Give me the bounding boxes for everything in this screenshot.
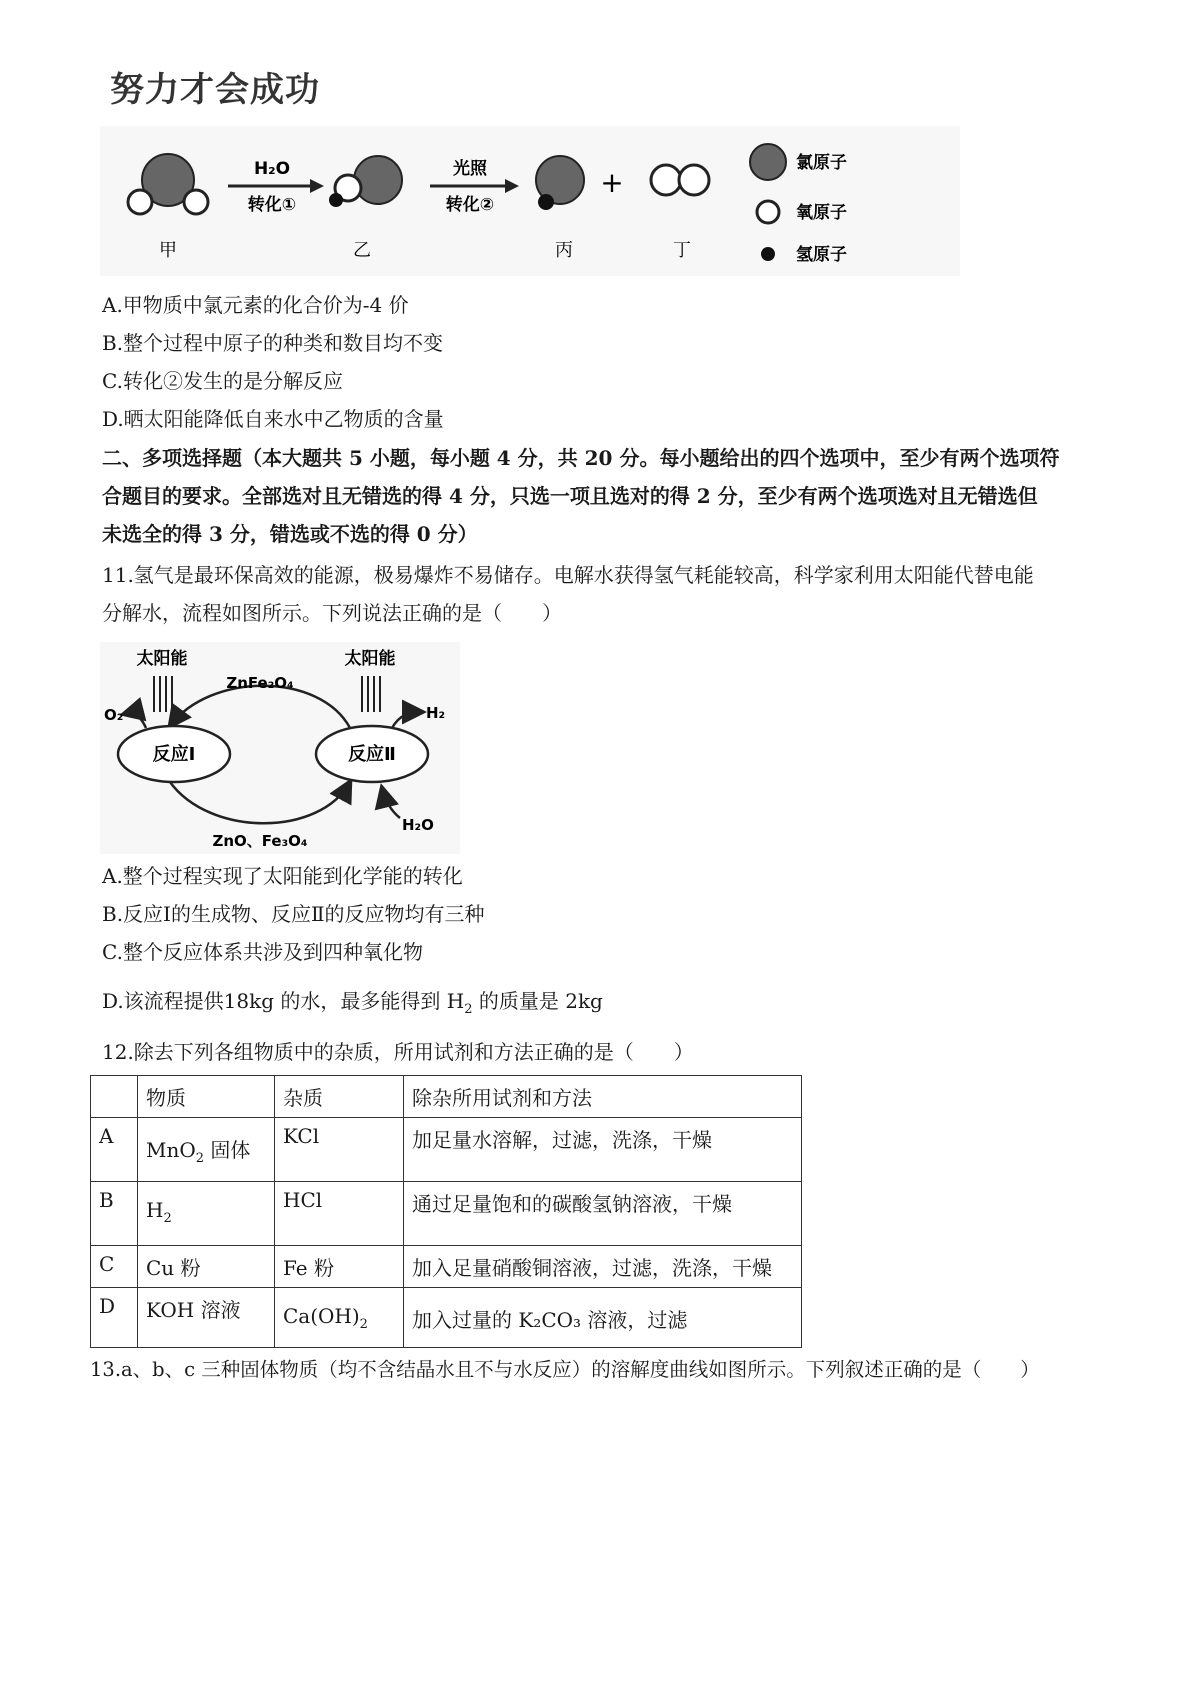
substance-text: MnO: [146, 1138, 196, 1162]
row-substance: KOH 溶液: [138, 1288, 275, 1348]
plus-sign: +: [600, 166, 624, 199]
substance-sub: 2: [163, 1211, 172, 1226]
o2-label: O₂: [104, 706, 124, 724]
solar-right-label: 太阳能: [344, 649, 396, 669]
row-substance: Cu 粉: [138, 1246, 275, 1288]
section2-line-2: 合题目的要求。全部选对且无错选的得 4 分，只选一项且选对的得 2 分，至少有两个选项选对且无错选但: [102, 484, 1038, 508]
row-method: 加足量水溶解，过滤，洗涤，干燥: [404, 1118, 802, 1182]
row-method: 加入足量硝酸铜溶液，过滤，洗涤，干燥: [404, 1246, 802, 1288]
q11-option-b: B.反应Ⅰ的生成物、反应Ⅱ的反应物均有三种: [102, 902, 485, 926]
zno-fe3o4-label: ZnO、Fe₃O₄: [212, 832, 308, 850]
q11-stem-line-2: 分解水，流程如图所示。下列说法正确的是（ ）: [102, 601, 562, 625]
label-ding: 丁: [673, 240, 691, 261]
arrow-1-top: H₂O: [253, 159, 291, 179]
q11-stem-line-1: 11.氢气是最环保高效的能源，极易爆炸不易储存。电解水获得氢气耗能较高，科学家利用太阳能代替电能: [102, 563, 1034, 587]
row-label: A: [91, 1118, 138, 1182]
table-row: [91, 1182, 802, 1246]
table-header-cell: 除杂所用试剂和方法: [404, 1076, 802, 1118]
table-row: [91, 1118, 802, 1182]
znfe2o4-label: ZnFe₂O₄: [226, 674, 294, 692]
legend-chlorine-swatch: [750, 144, 786, 180]
table-header-cell: 物质: [138, 1076, 275, 1118]
q11-option-a: A.整个过程实现了太阳能到化学能的转化: [102, 864, 463, 888]
page-title: 努力才会成功: [110, 70, 320, 110]
h2o-label: H₂O: [402, 816, 434, 834]
row-impurity: [275, 1288, 404, 1348]
row-label: C: [91, 1246, 138, 1288]
q10-option-a: A.甲物质中氯元素的化合价为-4 价: [102, 293, 409, 317]
substance-sub: 2: [195, 1151, 205, 1166]
q11-option-d: [102, 989, 603, 1022]
row-label: B: [91, 1182, 138, 1246]
reaction-2-label: 反应Ⅱ: [348, 744, 396, 765]
molecule-conversion-figure: [100, 126, 960, 276]
legend-hydrogen: 氢原子: [796, 245, 847, 265]
method-text: 加入过量的 K₂CO₃ 溶液，过滤: [412, 1308, 688, 1332]
arrow-2-bottom: 转化②: [445, 195, 495, 215]
q13-stem: 13.a、b、c 三种固体物质（均不含结晶水且不与水反应）的溶解度曲线如图所示。下列叙述正确的是（ ）: [90, 1358, 1040, 1381]
q10-option-b: B.整个过程中原子的种类和数目均不变: [102, 331, 444, 355]
arrow-2-top: 光照: [453, 159, 487, 179]
q11-option-d-sub: 2: [464, 1002, 473, 1017]
section2-line-3: 未选全的得 3 分，错选或不选的得 0 分）: [102, 522, 478, 546]
impurity-sub: 2: [359, 1317, 368, 1332]
table-header-cell: [91, 1076, 138, 1118]
h2-label: H₂: [426, 704, 446, 722]
substance-text: H: [146, 1198, 164, 1222]
arrow-1-bottom: 转化①: [247, 195, 297, 215]
legend-oxygen-swatch: [757, 201, 779, 223]
table-row: [91, 1246, 802, 1288]
row-substance: [138, 1182, 275, 1246]
label-bing: 丙: [555, 240, 573, 261]
q12-stem: 12.除去下列各组物质中的杂质，所用试剂和方法正确的是（ ）: [102, 1040, 694, 1064]
impurity-text: Ca(OH): [283, 1304, 360, 1328]
row-impurity: KCl: [275, 1118, 404, 1182]
substance-post: 固体: [204, 1138, 251, 1162]
row-label: D: [91, 1288, 138, 1348]
q10-option-d: D.晒太阳能降低自来水中乙物质的含量: [102, 407, 444, 431]
q11-option-c: C.整个反应体系共涉及到四种氧化物: [102, 940, 423, 964]
row-substance: [138, 1118, 275, 1182]
row-impurity: Fe 粉: [275, 1246, 404, 1288]
label-yi: 乙: [353, 240, 371, 261]
legend-oxygen: 氧原子: [796, 203, 847, 223]
q10-option-c: C.转化②发生的是分解反应: [102, 369, 343, 393]
row-method: [404, 1288, 802, 1348]
legend-chlorine: 氯原子: [796, 153, 847, 173]
row-method: 通过足量饱和的碳酸氢钠溶液，干燥: [404, 1182, 802, 1246]
solar-left-label: 太阳能: [136, 649, 188, 669]
table-header-row: [91, 1076, 802, 1118]
table-row: [91, 1288, 802, 1348]
section2-line-1: 二、多项选择题（本大题共 5 小题，每小题 4 分，共 20 分。每小题给出的四个选项中，至少有两个选项符: [102, 446, 1060, 470]
legend-hydrogen-swatch: [761, 247, 775, 261]
q11-solar-cycle-diagram: [100, 642, 460, 854]
label-jia: 甲: [159, 240, 177, 261]
row-impurity: HCl: [275, 1182, 404, 1246]
q12-table: [90, 1075, 802, 1348]
reaction-1-label: 反应Ⅰ: [152, 744, 196, 765]
q11-option-d-post: 的质量是 2kg: [472, 989, 603, 1013]
table-header-cell: 杂质: [275, 1076, 404, 1118]
q11-option-d-pre: D.该流程提供18kg 的水，最多能得到 H: [102, 989, 465, 1013]
